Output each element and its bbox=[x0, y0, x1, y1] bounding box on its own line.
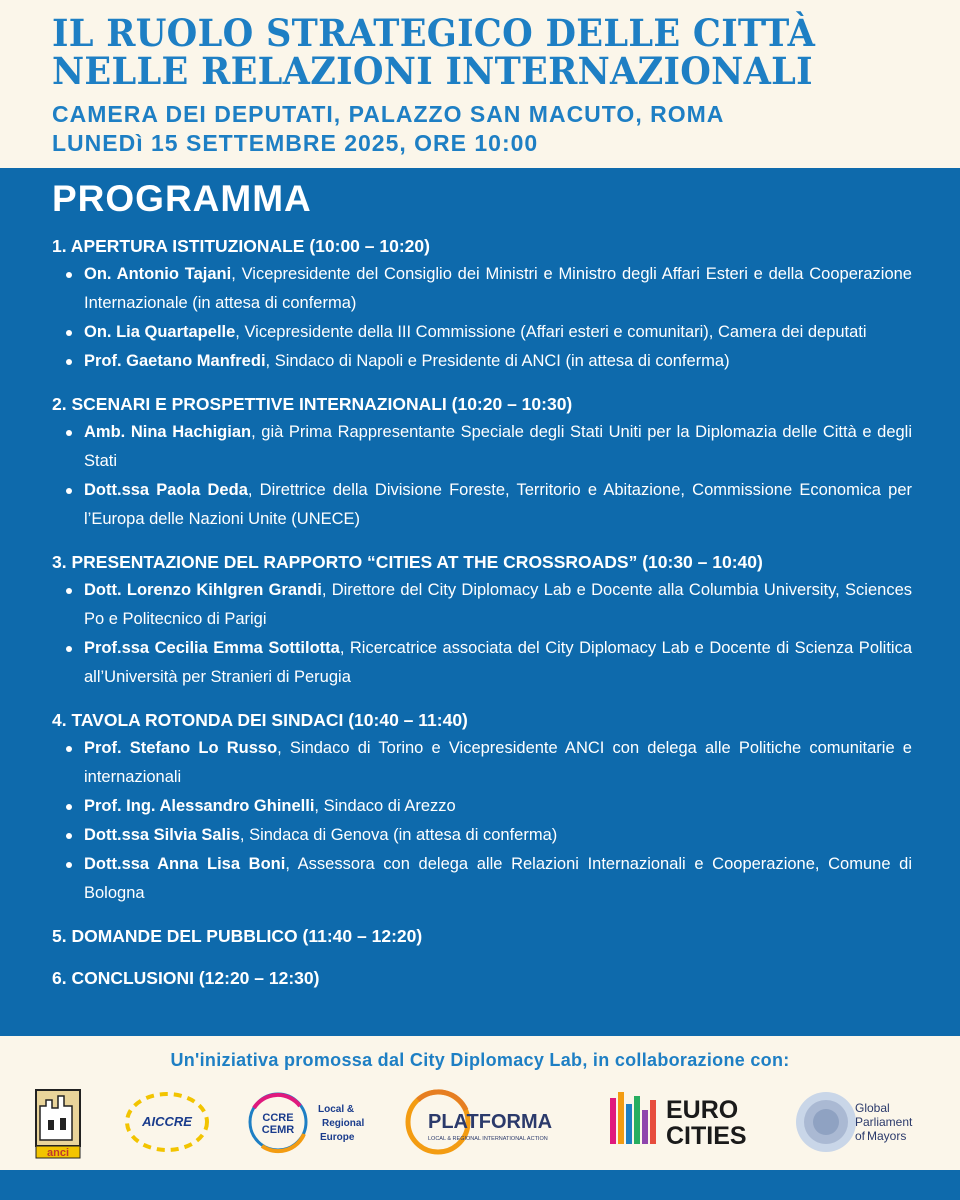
speaker-role: , Vicepresidente del Consiglio dei Ministri e Ministro degli Affari Esteri e della Cooperazione Internazionale (in attesa di conferma) bbox=[84, 265, 912, 312]
svg-text:CCRE: CCRE bbox=[262, 1112, 294, 1124]
event-venue: CAMERA DEI DEPUTATI, PALAZZO SAN MACUTO, ROMA bbox=[52, 101, 725, 127]
speaker-name: Prof. Stefano Lo Russo bbox=[84, 739, 278, 757]
agenda-section bbox=[52, 232, 912, 376]
programme-title: PROGRAMMA bbox=[52, 178, 312, 219]
footer bbox=[0, 1036, 960, 1170]
section-heading: 3. PRESENTAZIONE DEL RAPPORTO “CITIES AT THE CROSSROADS” (10:30 – 10:40) bbox=[52, 552, 763, 572]
svg-text:CITIES: CITIES bbox=[666, 1122, 747, 1150]
ccre-cemr-logo bbox=[250, 1094, 364, 1151]
anci-logo bbox=[36, 1090, 80, 1159]
bottom-band bbox=[0, 1170, 960, 1200]
speaker-role: , Ricercatrice associata del City Diplomacy Lab e Docente di Scienza Politica all’Università per Stranieri di Perugia bbox=[84, 639, 912, 686]
speaker-item bbox=[52, 792, 912, 821]
speaker-item bbox=[52, 260, 912, 318]
speaker-item bbox=[52, 634, 912, 692]
speaker-name: On. Antonio Tajani bbox=[84, 265, 232, 283]
speaker-item bbox=[52, 850, 912, 908]
speaker-name: Prof. Gaetano Manfredi bbox=[84, 352, 266, 370]
speaker-role: , Direttore del City Diplomacy Lab e Docente alla Columbia University, Sciences Po e Politecnico di Parigi bbox=[84, 581, 912, 628]
event-title bbox=[52, 11, 816, 93]
anci-logo-text: anci bbox=[46, 1147, 70, 1159]
header bbox=[0, 0, 960, 168]
section-heading: 6. CONCLUSIONI (12:20 – 12:30) bbox=[52, 968, 320, 988]
speaker-list bbox=[52, 576, 912, 692]
svg-text:CEMR: CEMR bbox=[261, 1124, 295, 1136]
svg-text:PLATFORMA: PLATFORMA bbox=[428, 1111, 553, 1133]
speaker-list bbox=[52, 734, 912, 908]
speaker-role: , già Prima Rappresentante Speciale degli Stati Uniti per la Diplomazia delle Città e degli Stati bbox=[84, 423, 912, 470]
section-heading: 1. APERTURA ISTITUZIONALE (10:00 – 10:20) bbox=[52, 236, 430, 256]
platforma-logo bbox=[408, 1092, 552, 1152]
agenda-section bbox=[52, 922, 912, 950]
aiccre-logo-text: AICCRE bbox=[142, 1114, 192, 1129]
svg-text:Regional: Regional bbox=[322, 1118, 365, 1129]
event-title-line2: NELLE RELAZIONI INTERNAZIONALI bbox=[52, 49, 813, 93]
svg-text:EURO: EURO bbox=[666, 1096, 739, 1124]
svg-text:LOCAL & REGIONAL INTERNATIONAL: LOCAL & REGIONAL INTERNATIONAL ACTION bbox=[428, 1136, 548, 1142]
svg-text:Local &: Local & bbox=[318, 1104, 355, 1115]
speaker-name: Amb. Nina Hachigian bbox=[84, 423, 252, 441]
svg-text:ofMayors: of Mayors bbox=[855, 1129, 907, 1143]
speaker-name: Prof. Ing. Alessandro Ghinelli bbox=[84, 797, 315, 815]
agenda-section bbox=[52, 390, 912, 534]
speaker-list bbox=[52, 260, 912, 376]
agenda-section bbox=[52, 964, 912, 992]
partner-logos bbox=[0, 1084, 960, 1164]
global-parliament-of-mayors-logo bbox=[796, 1092, 913, 1152]
speaker-role: , Assessora con delega alle Relazioni Internazionali e Cooperazione, Comune di Bologna bbox=[84, 855, 912, 902]
speaker-role: , Vicepresidente della III Commissione (Affari esteri e comunitari), Camera dei deputati bbox=[235, 323, 867, 341]
speaker-role: , Sindaco di Torino e Vicepresidente ANCI con delega alle Politiche comunitarie e internazionali bbox=[84, 739, 912, 786]
event-title-line1: IL RUOLO STRATEGICO DELLE CITTÀ bbox=[52, 11, 816, 55]
speaker-role: , Sindaco di Napoli e Presidente di ANCI (in attesa di conferma) bbox=[265, 352, 730, 370]
partners-caption: Un'iniziativa promossa dal City Diplomacy Lab, in collaborazione con: bbox=[170, 1050, 790, 1070]
event-venue-date bbox=[52, 100, 724, 158]
agenda-list bbox=[52, 232, 912, 1006]
speaker-item bbox=[52, 821, 912, 850]
speaker-item bbox=[52, 576, 912, 634]
speaker-item bbox=[52, 476, 912, 534]
svg-text:Parliament: Parliament bbox=[855, 1115, 913, 1129]
speaker-name: Dott. Lorenzo Kihlgren Grandi bbox=[84, 581, 322, 599]
speaker-list bbox=[52, 418, 912, 534]
speaker-name: Dott.ssa Anna Lisa Boni bbox=[84, 855, 286, 873]
svg-text:Europe: Europe bbox=[320, 1132, 355, 1143]
agenda-section bbox=[52, 706, 912, 908]
section-heading: 5. DOMANDE DEL PUBBLICO (11:40 – 12:20) bbox=[52, 926, 423, 946]
speaker-item bbox=[52, 734, 912, 792]
speaker-name: On. Lia Quartapelle bbox=[84, 323, 236, 341]
speaker-name: Dott.ssa Paola Deda bbox=[84, 481, 248, 499]
agenda-section bbox=[52, 548, 912, 692]
aiccre-logo bbox=[127, 1094, 207, 1150]
speaker-name: Dott.ssa Silvia Salis bbox=[84, 826, 240, 844]
section-heading: 4. TAVOLA ROTONDA DEI SINDACI (10:40 – 11:40) bbox=[52, 710, 468, 730]
programme-panel bbox=[0, 168, 960, 1036]
speaker-item bbox=[52, 418, 912, 476]
event-date: LUNEDì 15 SETTEMBRE 2025, ORE 10:00 bbox=[52, 130, 539, 156]
section-heading: 2. SCENARI E PROSPETTIVE INTERNAZIONALI (10:20 – 10:30) bbox=[52, 394, 573, 414]
speaker-role: , Sindaco di Arezzo bbox=[314, 797, 456, 815]
speaker-role: , Sindaca di Genova (in attesa di conferma) bbox=[239, 826, 558, 844]
speaker-name: Prof.ssa Cecilia Emma Sottilotta bbox=[84, 639, 340, 657]
svg-text:Global: Global bbox=[855, 1101, 890, 1115]
eurocities-logo bbox=[610, 1092, 747, 1150]
speaker-item bbox=[52, 318, 912, 347]
speaker-item bbox=[52, 347, 912, 376]
speaker-role: , Direttrice della Divisione Foreste, Territorio e Abitazione, Commissione Economica per l’Europa delle Nazioni Unite (UNECE) bbox=[84, 481, 912, 528]
